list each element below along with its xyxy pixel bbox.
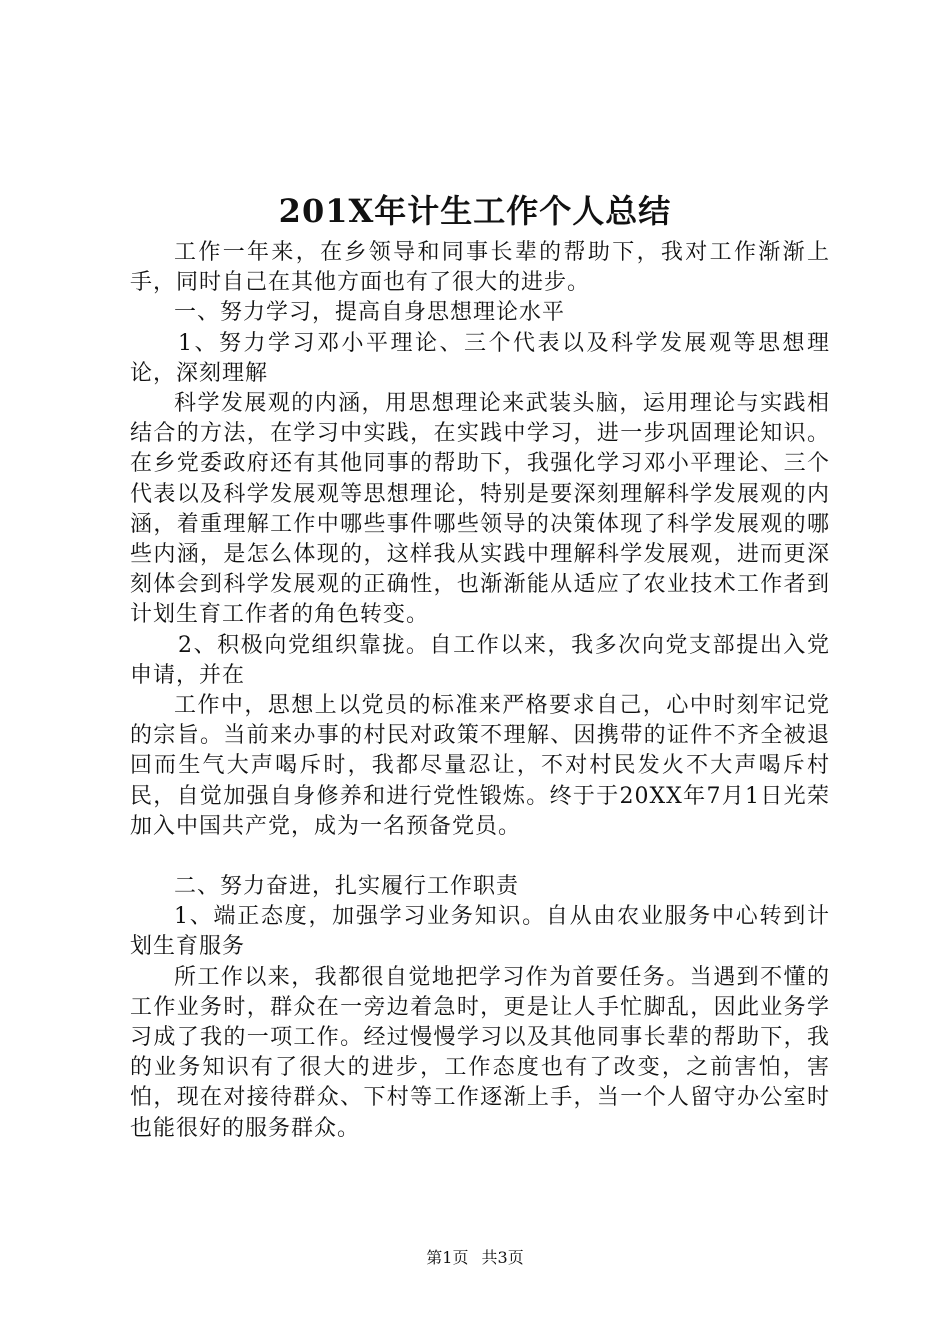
document-title: 201X年计生工作个人总结 (278, 192, 672, 230)
paragraph-gap (130, 842, 830, 872)
section-heading-1: 一、努力学习，提高自身思想理论水平 (174, 300, 566, 326)
document-body (130, 238, 830, 1144)
item-heading-2-1: 1、端正态度，加强学习业务知识。自从由农业服务中心转到计划生育服务 (130, 904, 830, 960)
section-heading-2: 二、努力奋进，扎实履行工作职责 (174, 874, 520, 900)
item-heading-1-2: 2、积极向党组织靠拢。自工作以来，我多次向党支部提出入党申请，并在 (130, 632, 830, 688)
paragraph-intro: 工作一年来，在乡领导和同事长辈的帮助下，我对工作渐渐上手，同时自己在其他方面也有了很大的进步。 (130, 240, 830, 296)
paragraph-1-2: 工作中，思想上以党员的标准来严格要求自己，心中时刻牢记党的宗旨。当前来办事的村民对政策不理解、因携带的证件不齐全被退回而生气大声喝斥时，我都尽量忍让，不对村民发火不大声喝斥村民，自觉加强自身修养和进行党性锻炼。终于于20XX年7月1日光荣加入中国共产党，成为一名预备党员。 (130, 693, 830, 839)
item-heading-1-1: 1、努力学习邓小平理论、三个代表以及科学发展观等思想理论，深刻理解 (130, 330, 830, 386)
page-number-total: 共3页 (481, 1248, 524, 1267)
page-number-current: 第1页 (426, 1248, 469, 1267)
page-footer (0, 1245, 950, 1268)
paragraph-1-1: 科学发展观的内涵，用思想理论来武装头脑，运用理论与实践相结合的方法，在学习中实践，在实践中学习，进一步巩固理论知识。在乡党委政府还有其他同事的帮助下，我强化学习邓小平理论、三个代表以及科学发展观等思想理论，特别是要深刻理解科学发展观的内涵，着重理解工作中哪些事件哪些领导的决策体现了科学发展观的哪些内涵，是怎么体现的，这样我从实践中理解科学发展观，进而更深刻体会到科学发展观的正确性，也渐渐能从适应了农业技术工作者到计划生育工作者的角色转变。 (130, 391, 830, 628)
paragraph-2-1: 所工作以来，我都很自觉地把学习作为首要任务。当遇到不懂的工作业务时，群众在一旁边着急时，更是让人手忙脚乱，因此业务学习成了我的一项工作。经过慢慢学习以及其他同事长辈的帮助下，我的业务知识有了很大的进步，工作态度也有了改变，之前害怕，害怕，现在对接待群众、下村等工作逐渐上手，当一个人留守办公室时也能很好的服务群众。 (130, 964, 830, 1141)
